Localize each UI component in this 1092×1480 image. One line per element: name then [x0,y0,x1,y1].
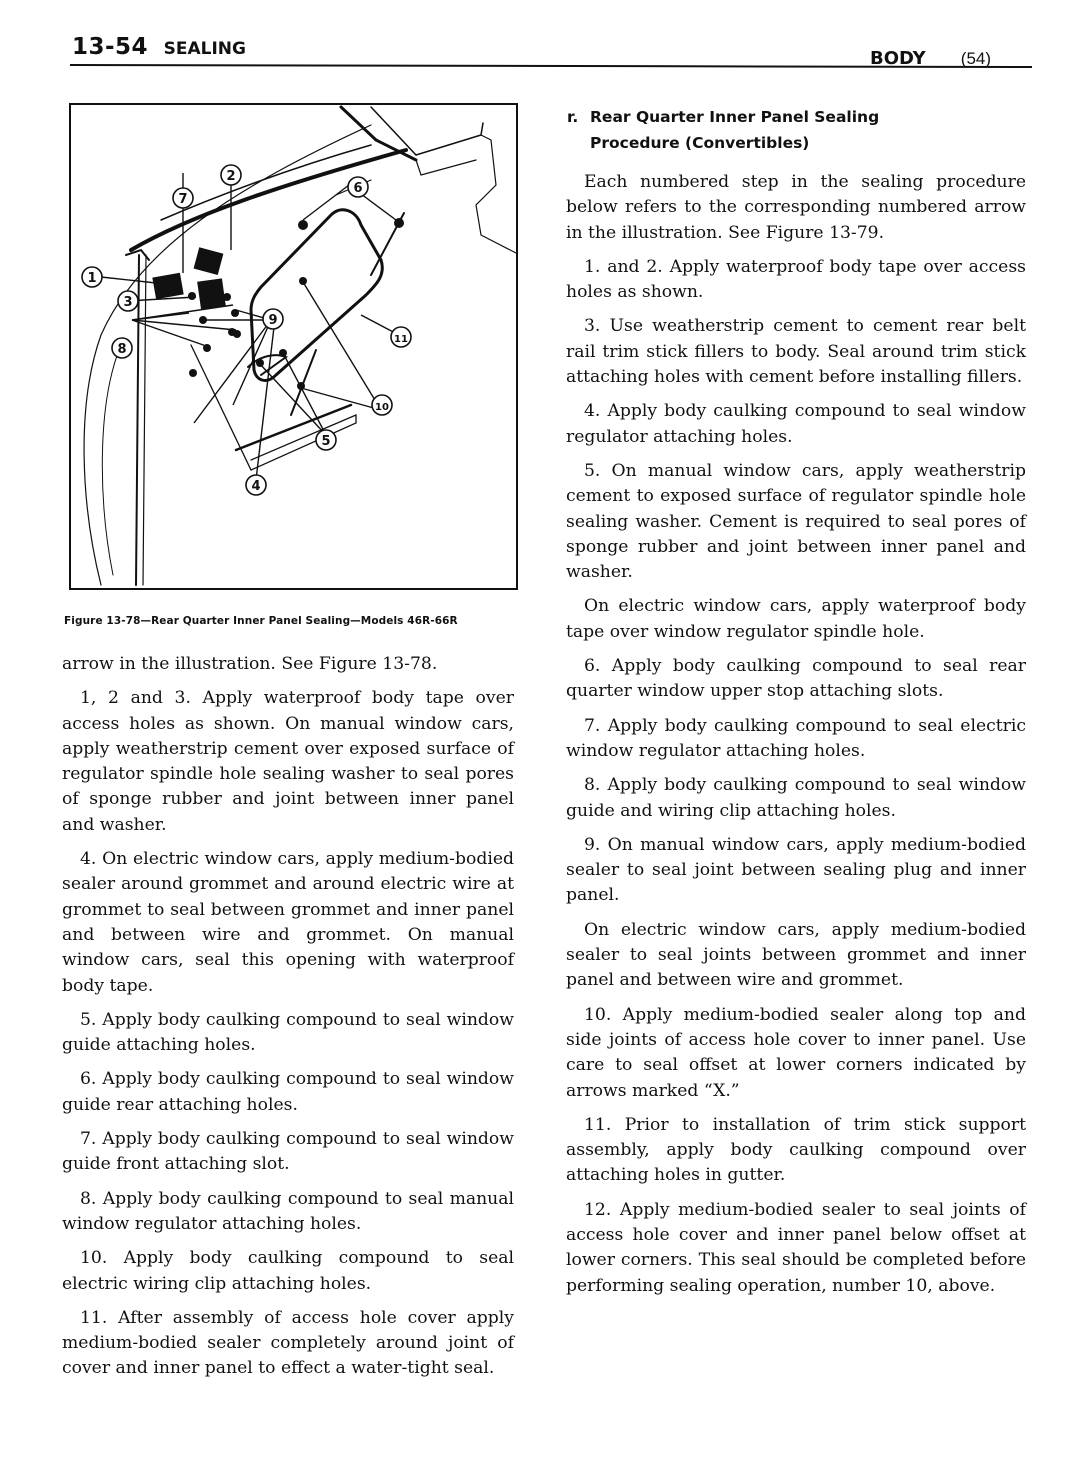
step-10: 10. Apply medium-bodied sealer along top and side joints of access hole cover to inner panel. Use care to seal offset at lower corners indicated by arrows marked “X.” [566,1004,1026,1101]
subsection-heading [567,104,1027,156]
running-header-left [72,34,246,60]
step-6: 6. Apply body caulking compound to seal rear quarter window upper stop attaching slots. [566,656,1026,702]
step-4: 4. Apply body caulking compound to seal window regulator attaching holes. [566,401,1026,447]
callout-1: 1 [87,271,97,286]
callout-11: 11 [394,334,408,345]
callout-4: 4 [251,479,261,494]
intro-paragraph: Each numbered step in the sealing procedure below refers to the corresponding numbered arrow in the illustration. See Figure 13-79. [566,172,1026,243]
step-7: 7. Apply body caulking compound to seal window guide front attaching slot. [62,1129,514,1175]
subsection-title-line2: Procedure (Convertibles) [590,134,810,152]
step-4: 4. On electric window cars, apply medium-bodied sealer around grommet and around electric wire at grommet to seal between grommet and inner panel and between wire and grommet. On manual window cars, seal this opening with waterproof body tape. [62,849,514,996]
right-column [566,170,1026,1308]
rear-quarter-panel-diagram [71,105,520,592]
step-5: 5. Apply body caulking compound to seal window guide attaching holes. [62,1009,514,1056]
callout-10: 10 [375,402,389,413]
callout-6: 6 [353,181,363,196]
section-title: SEALING [163,39,246,59]
step-5-electric: On electric window cars, apply waterproof body tape over window regulator spindle hole. [566,596,1026,642]
step-9: 9. On manual window cars, apply medium-bodied sealer to seal joint between sealing plug and inner panel. [566,834,1026,906]
step-1-2: 1. and 2. Apply waterproof body tape over access holes as shown. [566,256,1026,303]
callout-3: 3 [123,295,133,310]
step-11: 11. After assembly of access hole cover apply medium-bodied sealer completely around joint of cover and inner panel to effect a water-tight seal. [62,1307,514,1379]
page-index: (54) [960,49,992,68]
step-9-electric: On electric window cars, apply medium-bodied sealer to seal joints between grommet and inner panel and between wire and grommet. [566,919,1026,991]
step-12: 12. Apply medium-bodied sealer to seal joints of access hole cover and inner panel below offset at lower corners. This seal should be completed before performing sealing operation, number 10, above. [566,1199,1026,1296]
figure-13-78 [69,103,518,590]
paragraph: arrow in the illustration. See Figure 13-78. [62,654,438,674]
figure-caption: Figure 13-78—Rear Quarter Inner Panel Sealing—Models 46R-66R [64,615,458,627]
step-6: 6. Apply body caulking compound to seal window guide rear attaching holes. [62,1069,514,1115]
callout-2: 2 [226,169,236,184]
callout-7: 7 [178,192,188,207]
step-1-2-3: 1, 2 and 3. Apply waterproof body tape over access holes as shown. On manual window cars, apply weatherstrip cement over exposed surface of regulator spindle hole sealing washer to seal pores of sponge rubber and joint between inner panel and washer. [62,688,514,835]
subsection-title-line1: Rear Quarter Inner Panel Sealing [590,108,880,126]
callout-8: 8 [117,342,127,357]
step-7: 7. Apply body caulking compound to seal electric window regulator attaching holes. [566,715,1026,761]
step-3: 3. Use weatherstrip cement to cement rear belt rail trim stick fillers to body. Seal around trim stick attaching holes with cement before installing fillers. [566,316,1026,388]
step-5: 5. On manual window cars, apply weatherstrip cement to exposed surface of regulator spindle hole sealing washer. Cement is required to seal pores of sponge rubber and joint between inner panel and washer. [566,460,1026,583]
left-column [62,652,514,1391]
step-11: 11. Prior to installation of trim stick support assembly, apply body caulking compound over attaching holes in gutter. [566,1114,1026,1186]
step-8: 8. Apply body caulking compound to seal window guide and wiring clip attaching holes. [566,775,1026,821]
step-10: 10. Apply body caulking compound to seal electric wiring clip attaching holes. [62,1248,514,1294]
callout-9: 9 [268,313,278,328]
subsection-label: r. [567,108,579,126]
callout-5: 5 [321,434,331,449]
chapter-title: BODY [870,48,926,69]
step-8: 8. Apply body caulking compound to seal manual window regulator attaching holes. [62,1188,514,1234]
page-number: 13-54 [72,34,149,60]
